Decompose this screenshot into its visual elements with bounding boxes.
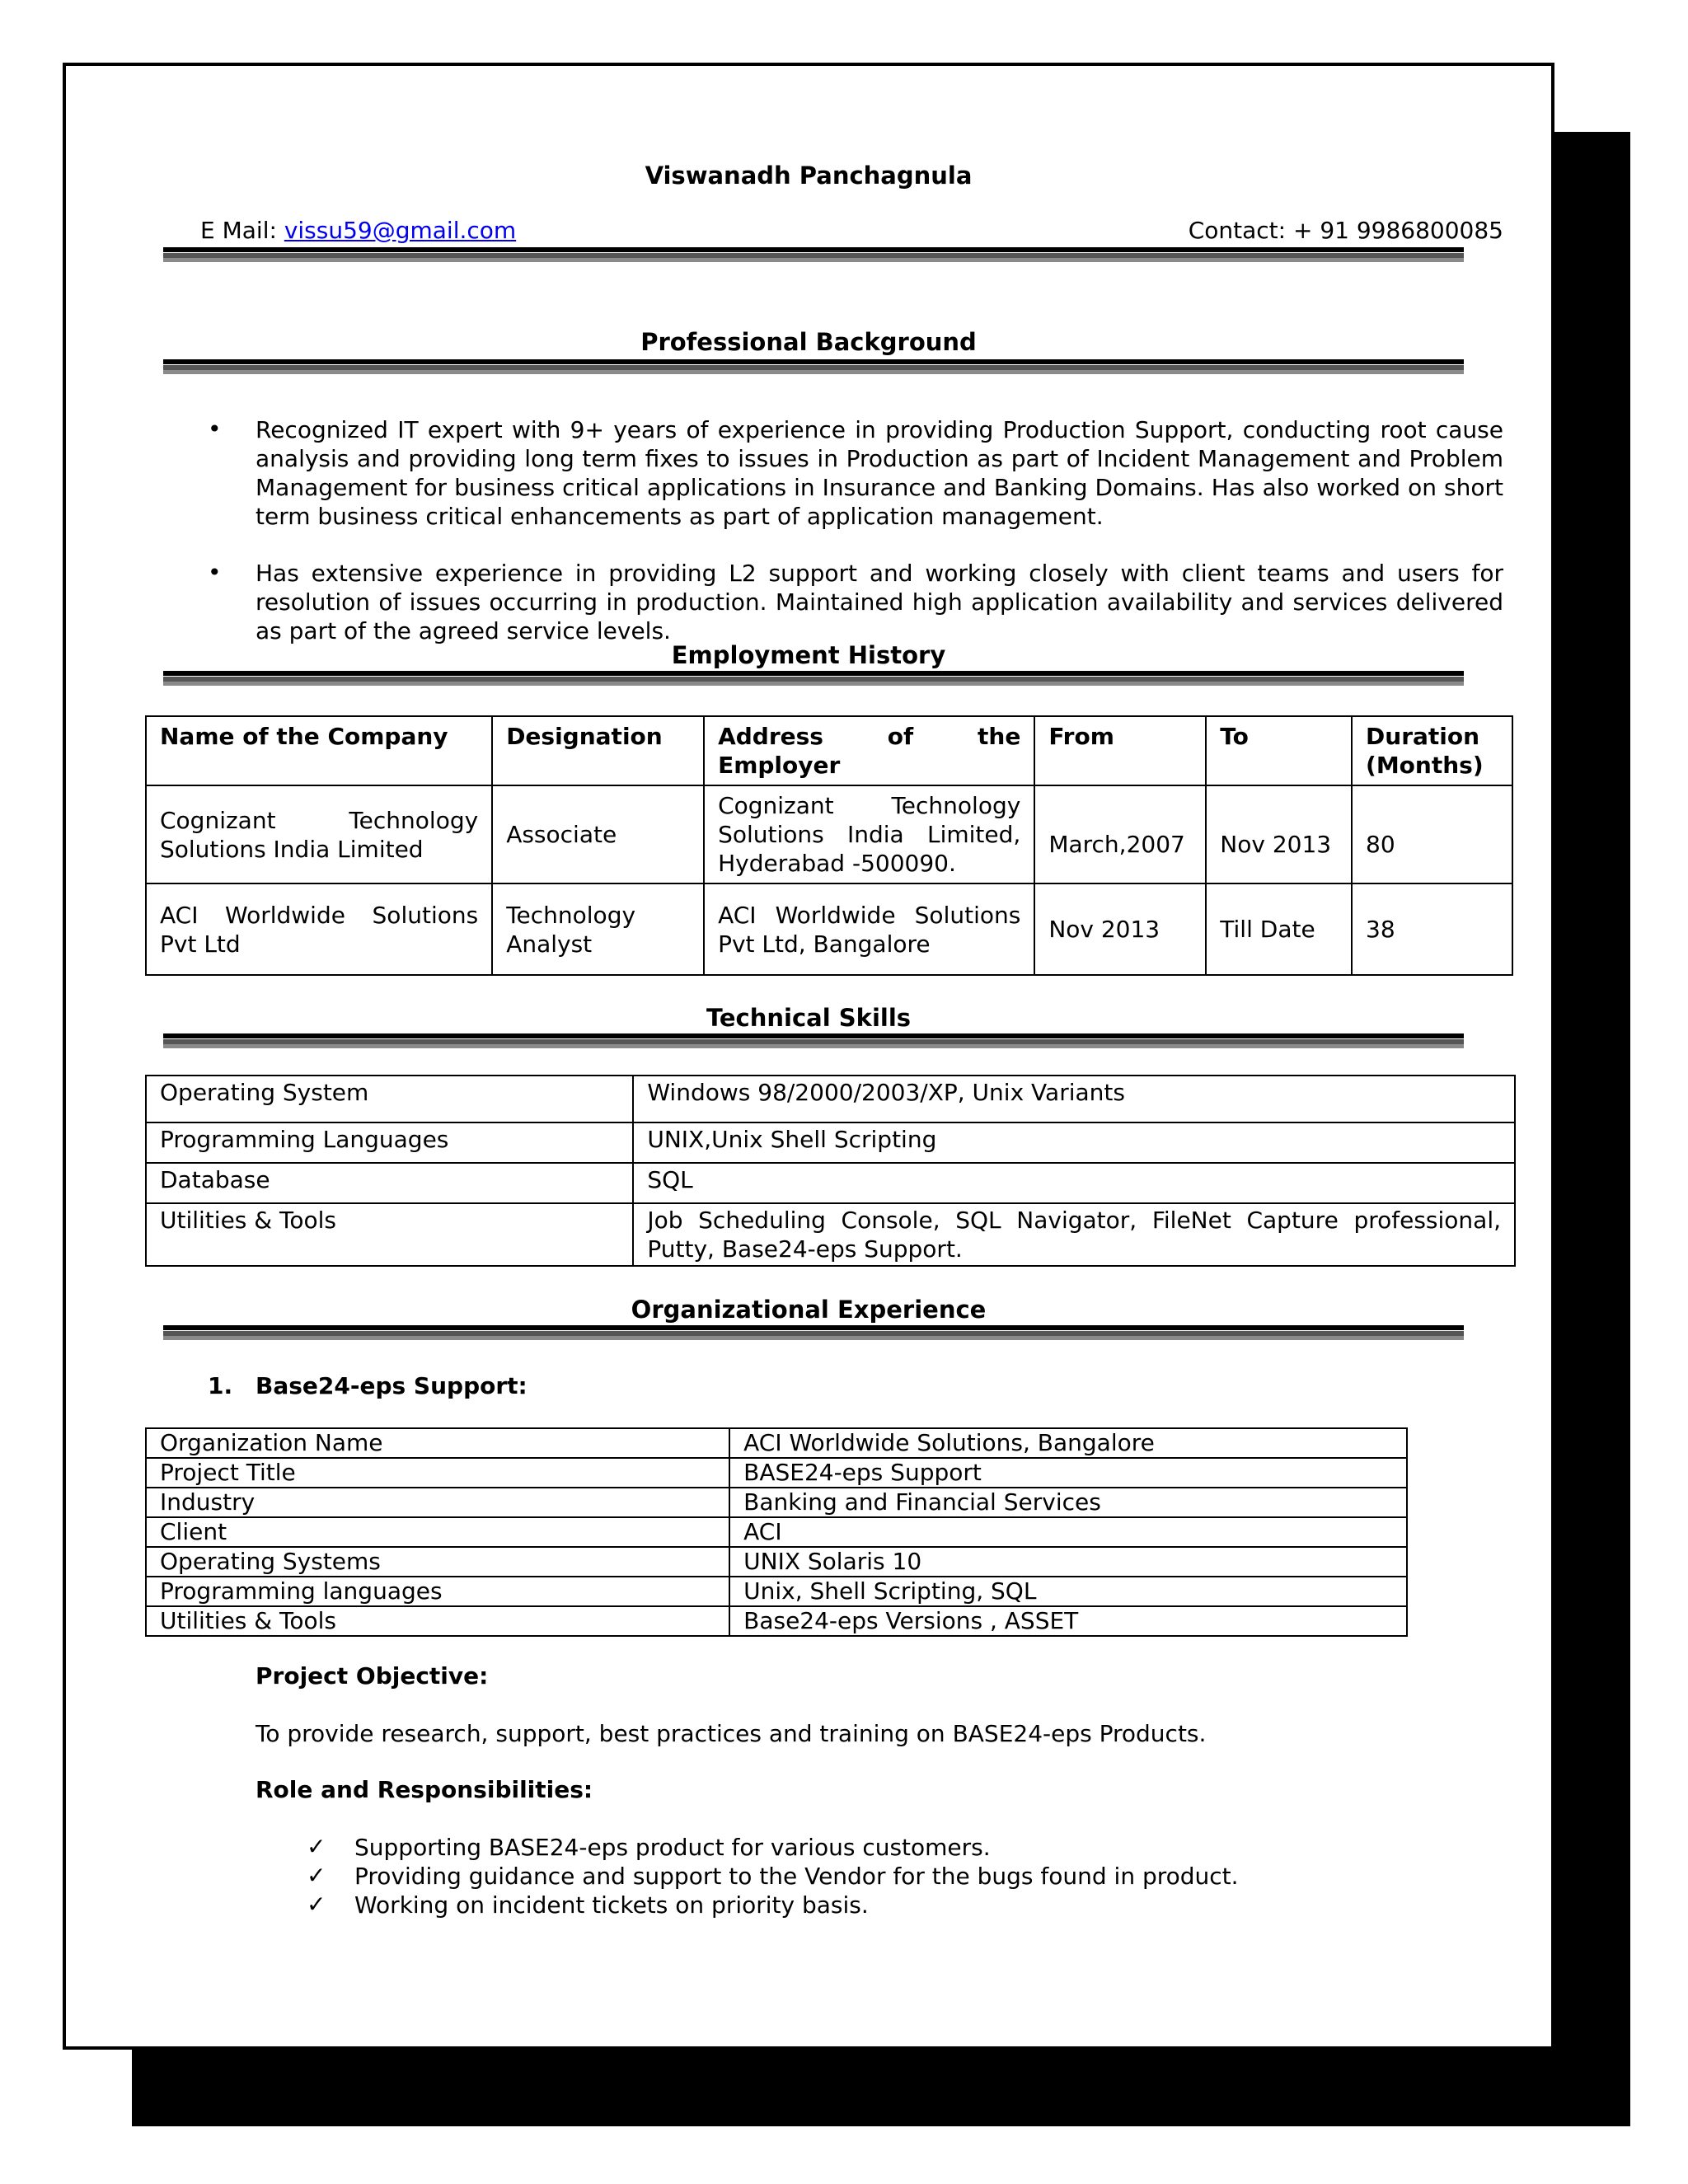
checkmark-icon: ✓ bbox=[307, 1862, 326, 1889]
section-divider bbox=[163, 1325, 1464, 1342]
detail-label: Utilities & Tools bbox=[146, 1606, 729, 1636]
skill-category: Operating System bbox=[146, 1076, 633, 1122]
project-objective-label: Project Objective: bbox=[256, 1662, 489, 1690]
col-header-designation: Designation bbox=[492, 716, 704, 785]
skill-category: Utilities & Tools bbox=[146, 1203, 633, 1266]
table-row bbox=[146, 1547, 1407, 1577]
cell-to: Till Date bbox=[1206, 883, 1352, 975]
section-divider bbox=[163, 359, 1464, 376]
email-link[interactable]: vissu59@gmail.com bbox=[284, 217, 517, 244]
detail-label: Project Title bbox=[146, 1458, 729, 1488]
header-divider bbox=[163, 247, 1464, 264]
table-row bbox=[146, 1517, 1407, 1547]
resume-page bbox=[63, 63, 1554, 2050]
project-objective-text: To provide research, support, best practices and training on BASE24-eps Products. bbox=[256, 1720, 1207, 1747]
cell-to: Nov 2013 bbox=[1206, 785, 1352, 883]
table-row bbox=[146, 883, 1512, 975]
background-bullet-1: Recognized IT expert with 9+ years of experience in providing Production Support, conducting root cause analysis and providing long term fixes to issues in Production as part of Incident Management and Problem Management for business critical applications in Insurance and Banking Domains. Has also worked on short term business critical enhancements as part of application management. bbox=[256, 416, 1503, 530]
col-header-address: Address of the Employer bbox=[704, 716, 1034, 785]
col-header-from: From bbox=[1034, 716, 1206, 785]
email-line bbox=[200, 216, 516, 245]
col-header-company: Name of the Company bbox=[146, 716, 492, 785]
detail-value: Unix, Shell Scripting, SQL bbox=[729, 1577, 1407, 1606]
project-heading: Base24-eps Support: bbox=[256, 1372, 528, 1399]
skill-category: Database bbox=[146, 1163, 633, 1203]
table-row bbox=[146, 1577, 1407, 1606]
detail-label: Operating Systems bbox=[146, 1547, 729, 1577]
detail-label: Organization Name bbox=[146, 1428, 729, 1458]
cell-from: March,2007 bbox=[1034, 785, 1206, 883]
detail-value: Base24-eps Versions , ASSET bbox=[729, 1606, 1407, 1636]
bullet-dot-icon: • bbox=[208, 559, 222, 586]
project-number: 1. bbox=[208, 1372, 233, 1399]
detail-label: Industry bbox=[146, 1488, 729, 1517]
table-header-row bbox=[146, 716, 1512, 785]
section-title-employment-history: Employment History bbox=[671, 641, 946, 669]
detail-label: Client bbox=[146, 1517, 729, 1547]
cell-designation: Associate bbox=[492, 785, 704, 883]
candidate-name: Viswanadh Panchagnula bbox=[645, 162, 973, 190]
table-row bbox=[146, 1076, 1515, 1122]
col-header-duration: Duration (Months) bbox=[1352, 716, 1512, 785]
cell-address: Cognizant Technology Solutions India Limited, Hyderabad -500090. bbox=[704, 785, 1034, 883]
background-bullet-2: Has extensive experience in providing L2 support and working closely with client teams and users for resolution of issues occurring in production. Maintained high application availability and services delivered as part of the agreed service levels. bbox=[256, 560, 1503, 644]
section-divider bbox=[163, 1033, 1464, 1050]
table-row bbox=[146, 1428, 1407, 1458]
cell-address: ACI Worldwide Solutions Pvt Ltd, Bangalore bbox=[704, 883, 1034, 975]
skill-value: Windows 98/2000/2003/XP, Unix Variants bbox=[633, 1076, 1515, 1122]
section-title-organizational-experience: Organizational Experience bbox=[631, 1296, 987, 1324]
table-row bbox=[146, 1606, 1407, 1636]
employment-history-table bbox=[145, 715, 1513, 976]
table-row bbox=[146, 785, 1512, 883]
table-row bbox=[146, 1163, 1515, 1203]
detail-value: Banking and Financial Services bbox=[729, 1488, 1407, 1517]
role-item: Providing guidance and support to the Vendor for the bugs found in product. bbox=[354, 1863, 1239, 1890]
table-row bbox=[146, 1458, 1407, 1488]
detail-value: ACI Worldwide Solutions, Bangalore bbox=[729, 1428, 1407, 1458]
section-title-professional-background: Professional Background bbox=[640, 328, 977, 356]
checkmark-icon: ✓ bbox=[307, 1833, 326, 1860]
cell-duration: 38 bbox=[1352, 883, 1512, 975]
role-item: Supporting BASE24-eps product for various customers. bbox=[354, 1834, 991, 1861]
skill-value: Job Scheduling Console, SQL Navigator, FileNet Capture professional, Putty, Base24-eps Support. bbox=[633, 1203, 1515, 1266]
checkmark-icon: ✓ bbox=[307, 1891, 326, 1918]
cell-designation: Technology Analyst bbox=[492, 883, 704, 975]
email-label: E Mail: bbox=[200, 217, 277, 244]
contact-number: Contact: + 91 9986800085 bbox=[1188, 217, 1503, 244]
bullet-dot-icon: • bbox=[208, 415, 222, 443]
table-row bbox=[146, 1122, 1515, 1163]
detail-label: Programming languages bbox=[146, 1577, 729, 1606]
cell-company: ACI Worldwide Solutions Pvt Ltd bbox=[146, 883, 492, 975]
detail-value: ACI bbox=[729, 1517, 1407, 1547]
project-details-table bbox=[145, 1427, 1408, 1637]
roles-label: Role and Responsibilities: bbox=[256, 1776, 593, 1803]
skill-category: Programming Languages bbox=[146, 1122, 633, 1163]
skill-value: UNIX,Unix Shell Scripting bbox=[633, 1122, 1515, 1163]
cell-from: Nov 2013 bbox=[1034, 883, 1206, 975]
section-title-technical-skills: Technical Skills bbox=[706, 1004, 912, 1032]
section-divider bbox=[163, 671, 1464, 687]
cell-duration: 80 bbox=[1352, 785, 1512, 883]
col-header-to: To bbox=[1206, 716, 1352, 785]
skill-value: SQL bbox=[633, 1163, 1515, 1203]
table-row bbox=[146, 1203, 1515, 1266]
technical-skills-table bbox=[145, 1075, 1516, 1267]
table-row bbox=[146, 1488, 1407, 1517]
cell-company: Cognizant Technology Solutions India Limited bbox=[146, 785, 492, 883]
role-item: Working on incident tickets on priority basis. bbox=[354, 1891, 869, 1919]
detail-value: BASE24-eps Support bbox=[729, 1458, 1407, 1488]
detail-value: UNIX Solaris 10 bbox=[729, 1547, 1407, 1577]
